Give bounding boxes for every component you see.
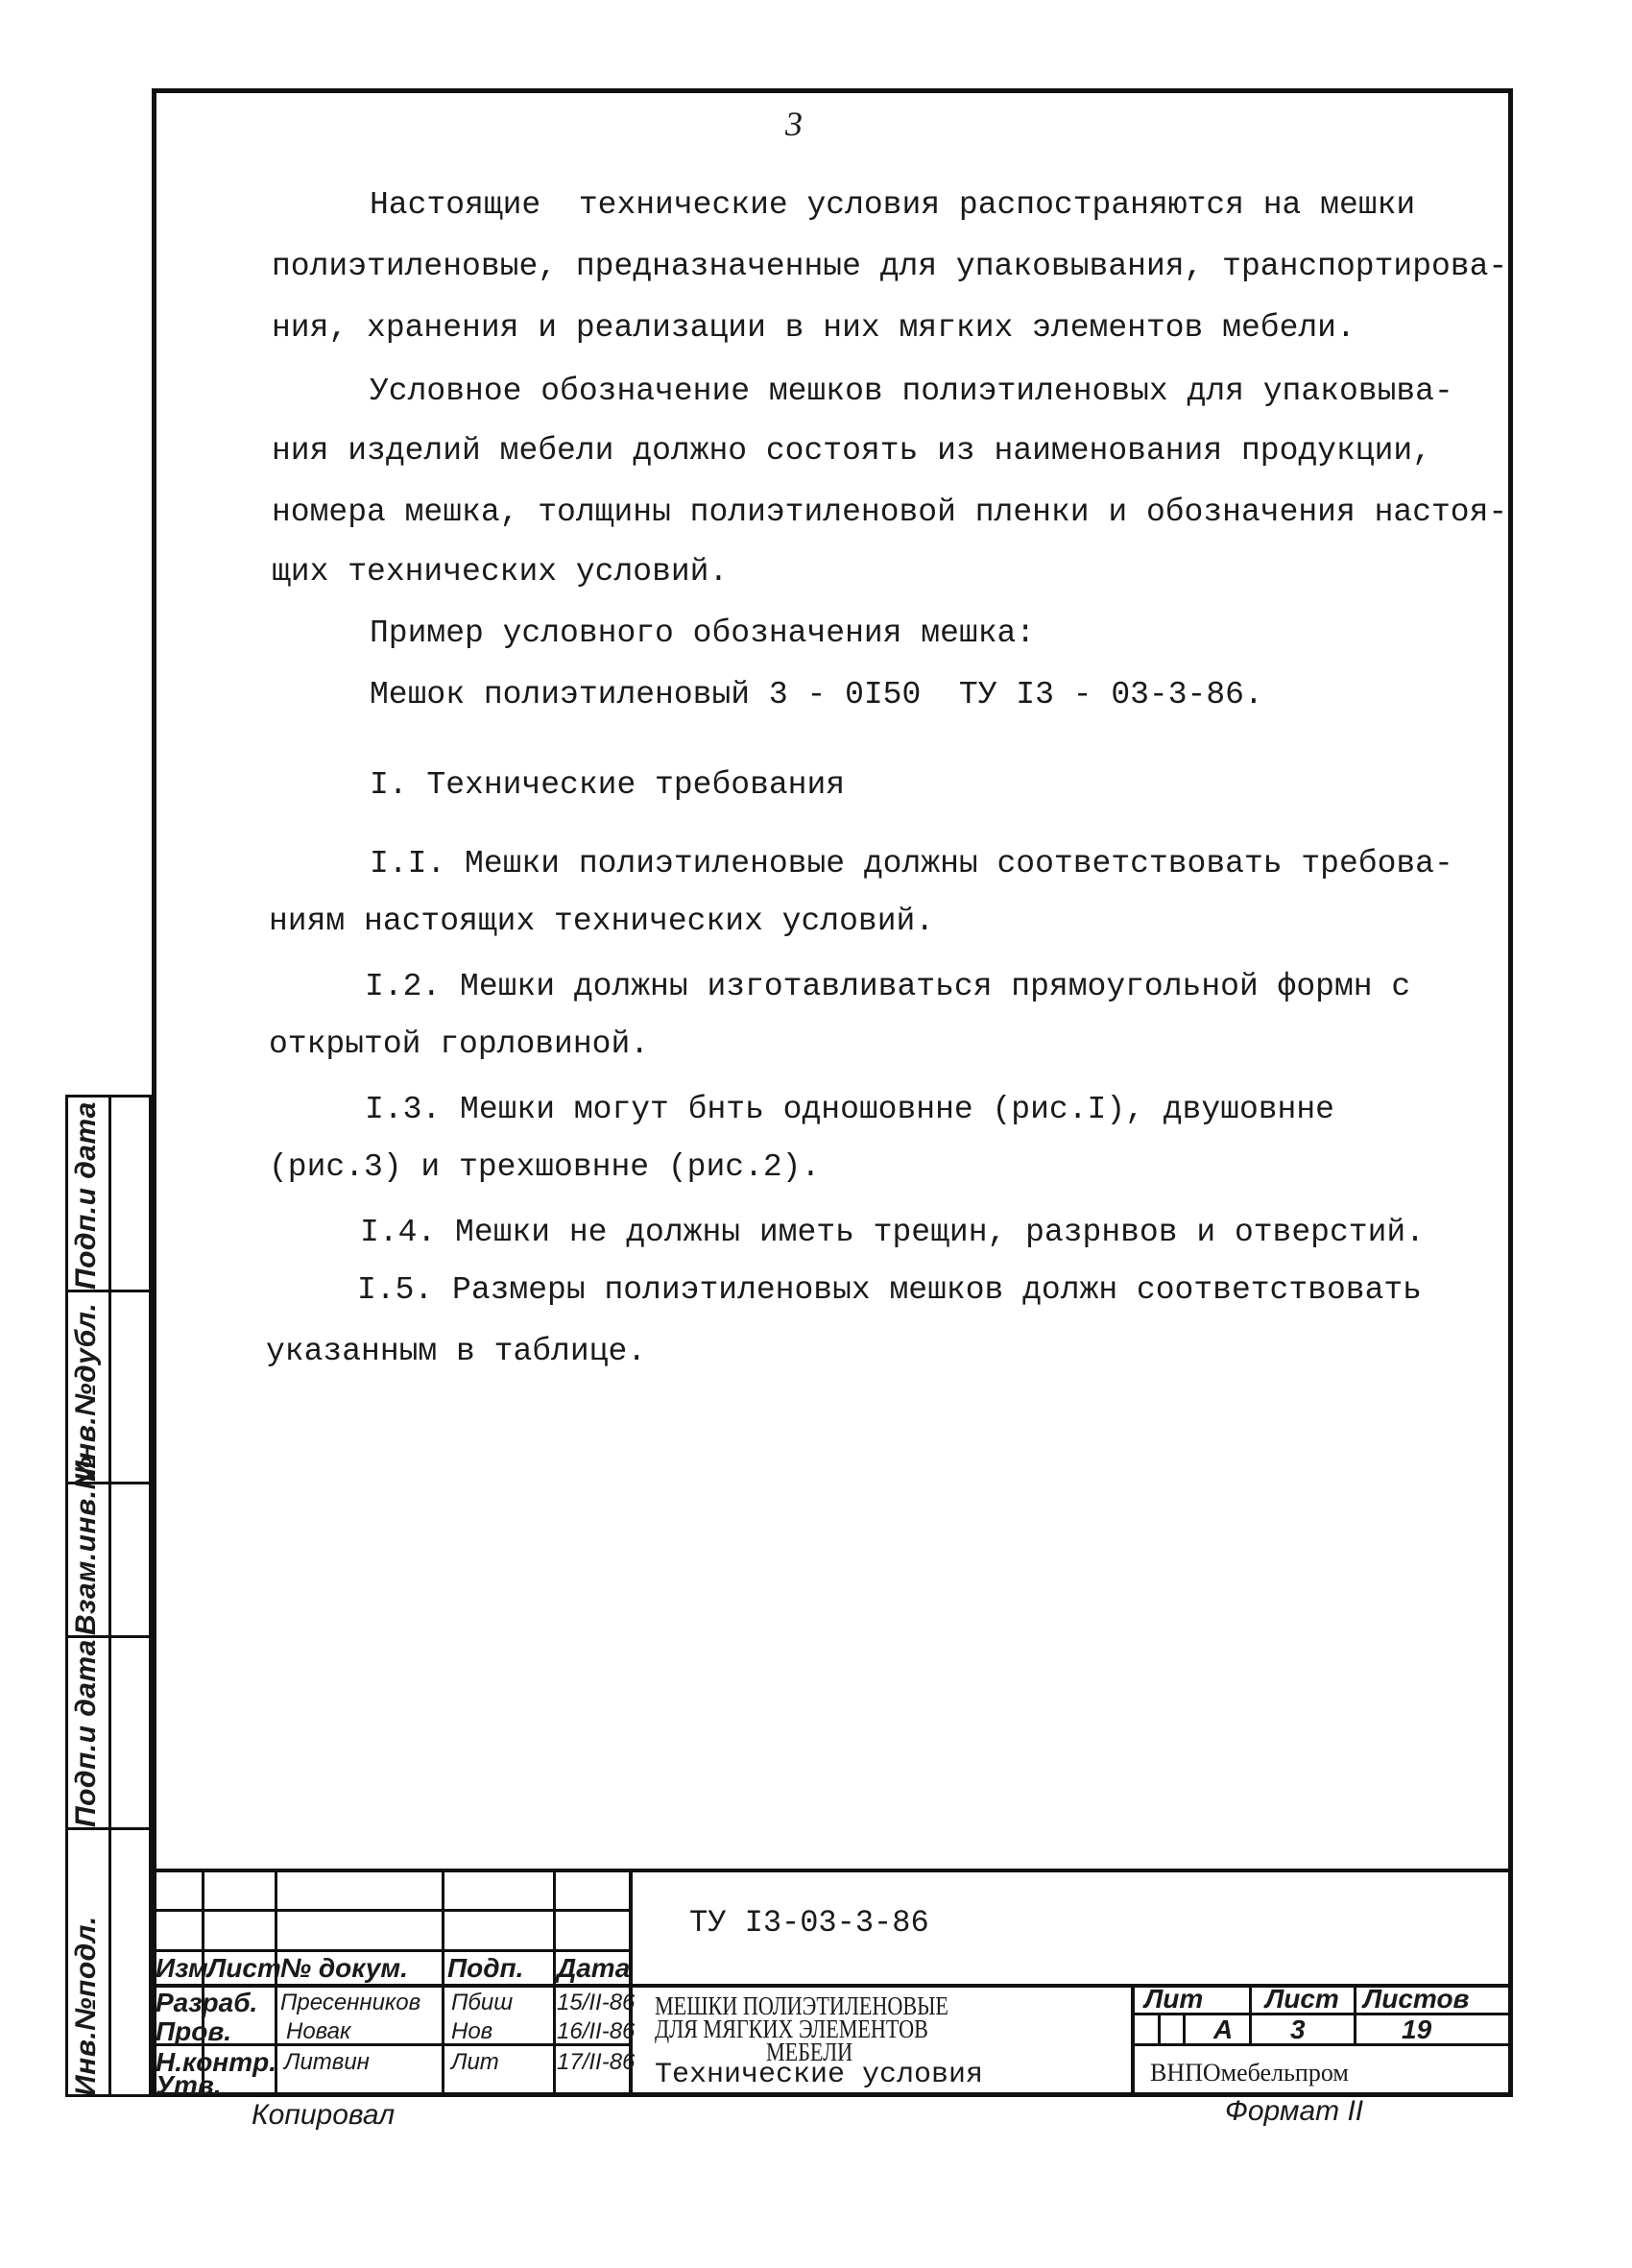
- lit-label: Лит: [1144, 1984, 1204, 2014]
- paragraph-line: I.5. Размеры полиэтиленовых мешков должн соответствовать: [357, 1272, 1422, 1308]
- paragraph-line: Настоящие технические условия распостраняются на мешки: [370, 187, 1416, 223]
- paragraph-line: I.3. Мешки могут бнть одношовнне (рис.I), двушовнне: [365, 1092, 1334, 1127]
- paragraph-line: ния, хранения и реализации в них мягких элементов мебели.: [272, 310, 1356, 346]
- paragraph-line: Условное обозначение мешков полиэтиленовых для упаковыва-: [370, 374, 1453, 409]
- side-label-replace-inv: Взам.инв.№: [70, 1456, 102, 1635]
- lit-value: А: [1213, 2015, 1234, 2044]
- paragraph-line: Мешок полиэтиленовый 3 - 0I50 ТУ I3 - 03-3-86.: [370, 677, 1263, 712]
- paragraph-line: ния изделий мебели должно состоять из наименования продукции,: [272, 433, 1431, 469]
- header-date: Дата: [557, 1953, 631, 1983]
- sheets-value: 19: [1402, 2015, 1432, 2044]
- paragraph-line: номера мешка, толщины полиэтиленовой пленки и обозначения настоя-: [272, 495, 1508, 530]
- document-designation: ТУ I3-03-3-86: [689, 1905, 929, 1941]
- side-label-dup-inv: Инв.№дубл.: [70, 1302, 102, 1482]
- sign-norm-control: Лит: [451, 2049, 499, 2075]
- paragraph-line: щих технических условий.: [272, 554, 729, 590]
- paragraph-line: указанным в таблице.: [266, 1334, 647, 1369]
- paragraph-line: Пример условного обозначения мешка:: [370, 615, 1036, 651]
- date-checker: 16/II-86: [557, 2018, 636, 2044]
- side-label-orig-inv: Инв.№подл.: [70, 1916, 102, 2096]
- header-izm: Изм: [156, 1953, 208, 1983]
- title-block: [152, 1869, 1513, 2100]
- page-number: 3: [785, 105, 803, 143]
- role-checker: Пров.: [156, 2016, 232, 2046]
- role-norm-control: Н.контр.: [156, 2047, 276, 2077]
- paragraph-line: I.2. Мешки должны изготавливаться прямоугольной формн с: [365, 969, 1411, 1004]
- sheet-label: Лист: [1265, 1984, 1339, 2014]
- sheet-value: 3: [1290, 2015, 1306, 2044]
- section-heading: I. Технические требования: [370, 767, 846, 803]
- paragraph-line: полиэтиленовые, предназначенные для упаковывания, транспортирова-: [272, 249, 1508, 284]
- side-label-sign-date: Подп.и дата: [70, 1101, 102, 1290]
- paragraph-line: открытой горловиной.: [269, 1026, 650, 1062]
- side-label-sign-date-2: Подп.и дата: [70, 1639, 102, 1827]
- header-sign: Подп.: [447, 1953, 524, 1983]
- format-label: Формат II: [1225, 2095, 1364, 2127]
- copied-by: Копировал: [252, 2099, 396, 2131]
- document-type: Технические условия: [655, 2059, 984, 2091]
- paragraph-line: ниям настоящих технических условий.: [269, 904, 935, 939]
- sign-checker: Нов: [451, 2018, 493, 2044]
- product-title-line: ДЛЯ МЯГКИХ ЭЛЕМЕНТОВ: [655, 2015, 928, 2043]
- paragraph-line: I.I. Мешки полиэтиленовые должны соответствовать требова-: [370, 846, 1453, 881]
- role-approver: Утв.: [156, 2070, 222, 2100]
- side-stamp: [65, 1095, 152, 2097]
- name-developer: Пресенников: [280, 1990, 421, 2015]
- paragraph-line: I.4. Мешки не должны иметь трещин, разрнвов и отверстий.: [360, 1215, 1425, 1250]
- date-norm-control: 17/II-86: [557, 2049, 636, 2075]
- paragraph-line: (рис.3) и трехшовнне (рис.2).: [269, 1149, 821, 1185]
- date-developer: 15/II-86: [557, 1990, 636, 2015]
- product-title-line: МЕШКИ ПОЛИЭТИЛЕНОВЫЕ: [655, 1991, 948, 2020]
- product-title-line: МЕБЕЛИ: [766, 2038, 853, 2066]
- name-checker: Новак: [286, 2018, 351, 2044]
- name-norm-control: Литвин: [284, 2049, 370, 2075]
- role-developer: Разраб.: [156, 1988, 258, 2017]
- header-list: Лист: [207, 1953, 281, 1983]
- header-doc: № докум.: [280, 1953, 408, 1983]
- sheets-label: Листов: [1363, 1984, 1470, 2014]
- sign-developer: Пбиш: [451, 1990, 514, 2015]
- organization: ВНПОмебельпром: [1150, 2059, 1349, 2087]
